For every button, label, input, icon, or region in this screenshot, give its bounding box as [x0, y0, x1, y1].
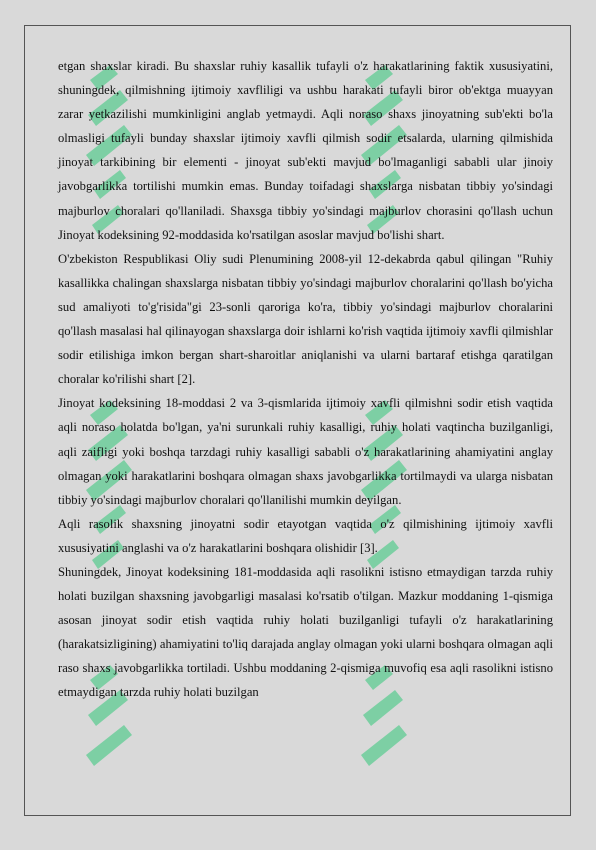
paragraph: etgan shaxslar kiradi. Bu shaxslar ruhiy kasallik tufayli o'z harakatlarining faktik xususiyatini, shuningdek, qilmishning ijtimoiy xavfliligi va ushbu harakati tufayli biror ob'ektga muayyan zarar yetkazilishi mumkinligini anglab yetmaydi. Aqli noraso shaxs jinoyatning sub'ekti bo'la olmasligi tufayli bunday shaxslar ijtimoiy xavfli qilmish sodir etsalarda, ularning qilmishida jinoyat tarkibining bir elementi - jinoyat sub'ekti mavjud bo'lmaganligi sababli ular jinoiy javobgarlikka tortilishi mumkin emas. Bunday toifadagi shaxslarga nisbatan tibbiy yo'sindagi majburlov choralari qo'llaniladi. Shaxsga tibbiy yo'sindagi majburlov chorasini qo'llash uchun Jinoyat kodeksining 92-moddasida ko'rsatilgan asoslar mavjud bo'lishi shart. [58, 59, 553, 242]
paragraph: Aqli rasolik shaxsning jinoyatni sodir etayotgan vaqtida o'z qilmishining ijtimoiy xavfli xususiyatini anglashi va o'z harakatlarini boshqara olishidir [3]. [58, 516, 553, 555]
paragraph: Jinoyat kodeksining 18-moddasi 2 va 3-qismlarida ijtimoiy xavfli qilmishni sodir etish vaqtida aqli noraso holatda bo'lgan, ya'ni surunkali ruhiy kasalligi, ruhiy holati vaqtincha buzilganligi, aqli zaifligi yoki boshqa tarzdagi ruhiy kasalligi sababli o'z harakatlarining ahamiyatini anglay olmagan yoki harakatlarini boshqara olmagan shaxs javobgarlikka tortilmaydi va ularga nisbatan tibbiy yo'sindagi majburlov choralari qo'llanilishi mumkin deyilgan. [58, 396, 553, 507]
paragraph: O'zbekiston Respublikasi Oliy sudi Plenumining 2008-yil 12-dekabrda qabul qilingan "Ruhiy kasallikka chalingan shaxslarga nisbatan tibbiy yo'sindagi majburlov choralarini qo'llash bo'yicha sud amaliyoti to'g'risida"gi 23-sonli qaroriga ko'ra, tibbiy yo'sindagi majburlov choralarini qo'llash masalasi hal qilinayogan shaxslarga doir ishlarni ko'rish vaqtida ijtimoiy xavfli qilmishlar sodir etilishiga imkon bergan shart-sharoitlar aniqlanishi va ularni bartaraf etishga qaratilgan choralar ko'rilishi shart [2]. [58, 251, 553, 387]
document-body [58, 54, 553, 705]
paragraph: Shuningdek, Jinoyat kodeksining 181-moddasida aqli rasolikni istisno etmaydigan tarzda ruhiy holati buzilgan shaxsning javobgarligi masalasi ko'rsatib o'tilgan. Mazkur moddaning 1-qismiga asosan jinoyat sodir etish vaqtida ruhiy holati buzilganligi tufayli o'z harakatlarining (harakatsizligining) ahamiyatini to'liq darajada anglay olmagan yoki ularni boshqara olmagan aqli raso shaxs javobgarlikka tortiladi. Ushbu moddaning 2-qismiga muvofiq esa aqli rasolikni istisno etmaydigan tarzda ruhiy holati buzilgan [58, 564, 553, 700]
